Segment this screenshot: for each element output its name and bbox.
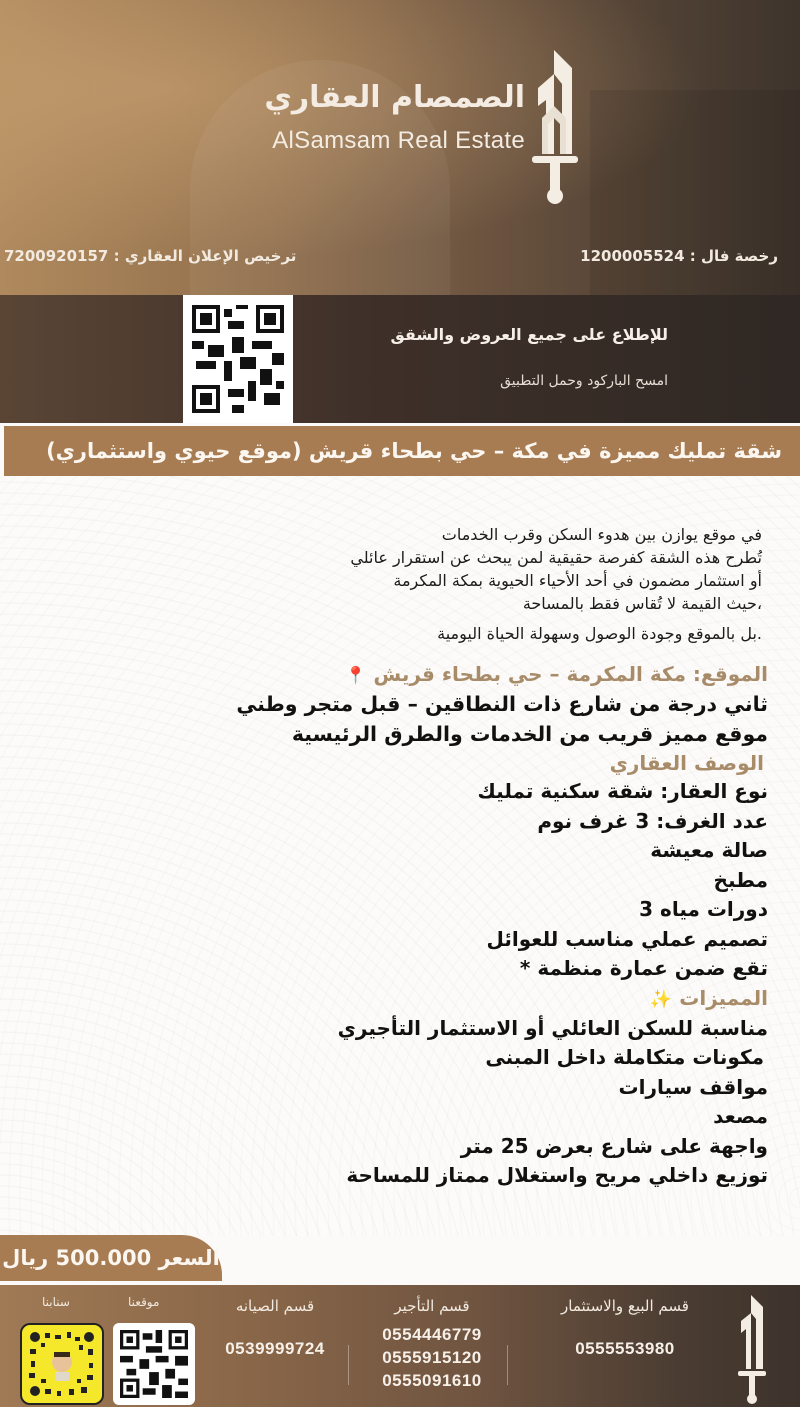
contact-footer xyxy=(0,1285,800,1407)
intro-line: في موقع يوازن بين هدوء السكن وقرب الخدمات xyxy=(441,525,762,544)
feature-line: مصعد xyxy=(713,1104,768,1128)
rental-phone[interactable]: 0555915120 xyxy=(382,1348,482,1367)
feature-line: مناسبة للسكن العائلي أو الاستثمار التأجيري xyxy=(337,1015,768,1040)
sword-building-logo-icon xyxy=(532,48,578,206)
sword-building-logo-icon xyxy=(738,1295,766,1405)
description-heading: الوصف العقاري xyxy=(609,751,764,775)
maintenance-label: قسم الصيانه xyxy=(235,1297,315,1315)
intro-line: تُطرح هذه الشقة كفرصة حقيقية لمن يبحث عن استقرار عائلي xyxy=(350,548,762,567)
location-line: ثاني درجة من شارع ذات النطاقين – قبل متجر وطني xyxy=(236,692,768,716)
rental-label: قسم التأجير xyxy=(394,1297,470,1315)
description-line: عدد الغرف: 3 غرف نوم xyxy=(537,808,768,833)
price-badge xyxy=(0,1235,222,1281)
sales-department xyxy=(525,1297,725,1360)
feature-line: واجهة على شارع بعرض 25 متر xyxy=(460,1133,768,1158)
divider xyxy=(507,1345,508,1385)
app-download-band xyxy=(0,295,800,423)
features-heading-text: المميزات xyxy=(679,985,768,1010)
website-qr-code-icon[interactable] xyxy=(113,1323,195,1405)
rental-phone[interactable]: 0555091610 xyxy=(382,1371,482,1390)
location-heading xyxy=(208,660,768,690)
location-heading-text: الموقع: مكة المكرمة – حي بطحاء قريش xyxy=(373,662,768,686)
description-line: تصميم عملي مناسب للعوائل xyxy=(486,926,768,951)
price-text: السعر 500.000 ريال xyxy=(2,1246,220,1270)
feature-line: مواقف سيارات xyxy=(618,1074,768,1099)
listing-details xyxy=(208,660,768,1191)
map-pin-icon: 📍 xyxy=(345,666,367,686)
sales-label: قسم البيع والاستثمار xyxy=(561,1297,689,1315)
feature-line: مكونات متكاملة داخل المبنى xyxy=(485,1045,764,1069)
fal-license-number: رخصة فال : 1200005524 xyxy=(580,247,778,265)
description-line: مطبخ xyxy=(713,867,768,892)
location-line: موقع مميز قريب من الخدمات والطرق الرئيسية xyxy=(291,721,768,746)
sales-phone[interactable]: 0555553980 xyxy=(575,1339,675,1358)
brand-name-arabic: الصمصام العقاري xyxy=(264,80,525,115)
app-qr-code-icon[interactable] xyxy=(183,295,293,423)
snapchat-label: سنابنا xyxy=(42,1295,70,1309)
description-line: تقع ضمن عمارة منظمة * xyxy=(519,956,768,980)
sparkles-icon: ✨ xyxy=(649,988,673,1010)
qr-caption-title: للإطلاع على جميع العروض والشقق xyxy=(390,325,668,344)
intro-paragraph xyxy=(202,523,762,645)
divider xyxy=(348,1345,349,1385)
ad-license-number: ترخيص الإعلان العقاري : 7200920157 xyxy=(4,247,297,265)
intro-line: .بل بالموقع وجودة الوصول وسهولة الحياة اليومية xyxy=(437,624,762,643)
listing-title-text: شقة تمليك مميزة في مكة – حي بطحاء قريش (موقع حيوي واستثماري) xyxy=(46,439,782,463)
maintenance-phone[interactable]: 0539999724 xyxy=(225,1339,325,1358)
snapchat-code-icon[interactable] xyxy=(20,1323,104,1405)
intro-line: ،حيث القيمة لا تُقاس فقط بالمساحة xyxy=(522,594,762,613)
maintenance-department xyxy=(205,1297,345,1360)
description-line: نوع العقار: شقة سكنية تمليك xyxy=(477,779,768,803)
rental-phone[interactable]: 0554446779 xyxy=(382,1325,482,1344)
intro-line: أو استثمار مضمون في أحد الأحياء الحيوية بمكة المكرمة xyxy=(393,571,762,590)
website-label: موقعنا xyxy=(128,1295,160,1309)
rental-department xyxy=(362,1297,502,1392)
header-banner xyxy=(0,0,800,295)
brand-block xyxy=(205,80,525,155)
features-heading xyxy=(208,984,768,1014)
listing-title xyxy=(4,426,800,476)
feature-line: توزيع داخلي مريح واستغلال ممتاز للمساحة xyxy=(346,1163,768,1187)
qr-caption-subtitle: امسح الباركود وحمل التطبيق xyxy=(500,373,668,389)
description-line: صالة معيشة xyxy=(650,838,768,862)
brand-name-english: AlSamsam Real Estate xyxy=(272,127,525,154)
description-line: دورات مياه 3 xyxy=(639,897,768,921)
